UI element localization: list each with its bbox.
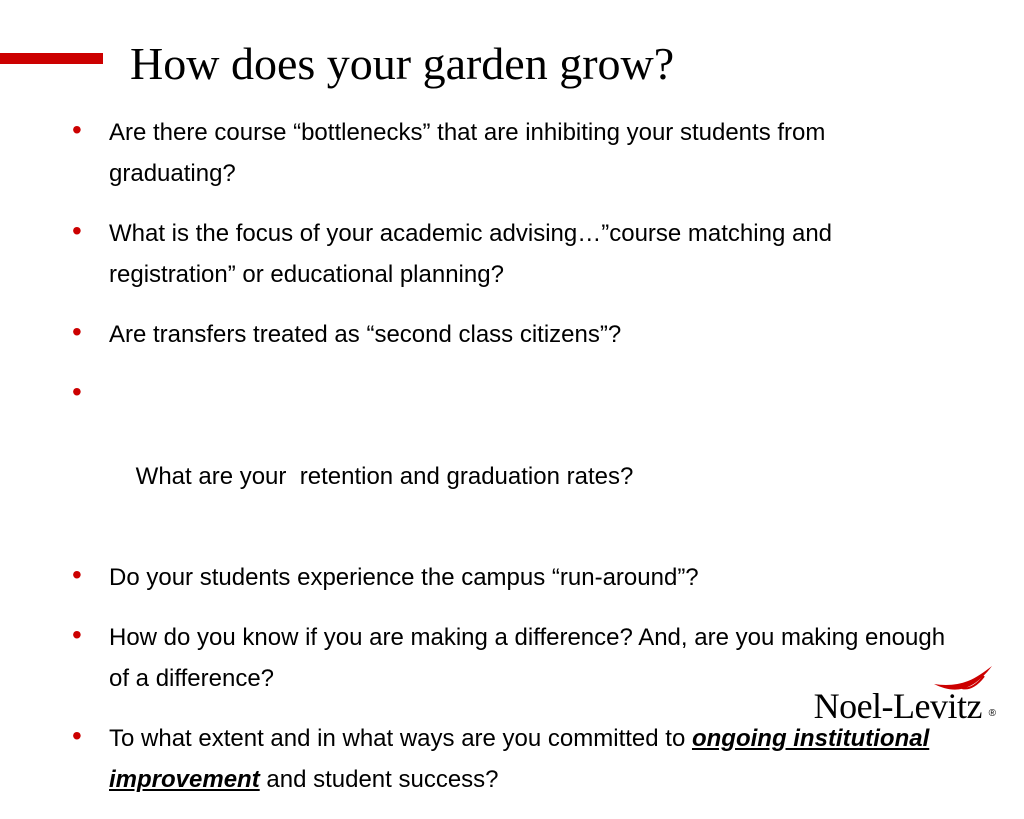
emphasized-phrase: ongoing institutional improvement <box>109 725 930 793</box>
noel-levitz-logo <box>810 664 1000 724</box>
bullet-item <box>72 314 952 355</box>
bullet-text: Do your students experience the campus “run-around”? <box>109 564 699 591</box>
bullet-icon: • <box>72 215 82 246</box>
registered-mark: ® <box>988 708 996 719</box>
slide-title: How does your garden grow? <box>130 38 675 89</box>
bullet-item <box>72 718 952 800</box>
bullet-item <box>72 374 952 538</box>
bullet-icon: • <box>72 114 82 145</box>
bullet-text: How do you know if you are making a difference? And, are you making enough of a difference? <box>109 624 946 692</box>
bullet-text: Are there course “bottlenecks” that are inhibiting your students from graduating? <box>109 119 826 187</box>
bullet-text <box>109 725 929 793</box>
bullet-text: What are your retention and graduation rates? <box>135 463 634 490</box>
bullet-item <box>72 213 952 295</box>
bullet-icon: • <box>72 619 82 650</box>
bullet-text-after: and student success? <box>259 766 499 793</box>
bullet-item <box>72 112 952 194</box>
bullet-icon: • <box>72 316 82 347</box>
logo-text: Noel-Levitz <box>813 686 982 726</box>
bullet-text: What is the focus of your academic advising…”course matching and registration” or educational planning? <box>109 220 833 288</box>
bullet-text: Are transfers treated as “second class citizens”? <box>109 321 622 348</box>
bullet-icon: • <box>72 376 82 407</box>
bullet-text-before: To what extent and in what ways are you committed to <box>109 725 692 752</box>
bullet-item <box>72 557 952 598</box>
bullet-icon: • <box>72 559 82 590</box>
bullet-icon: • <box>72 720 82 751</box>
accent-bar <box>0 53 103 64</box>
